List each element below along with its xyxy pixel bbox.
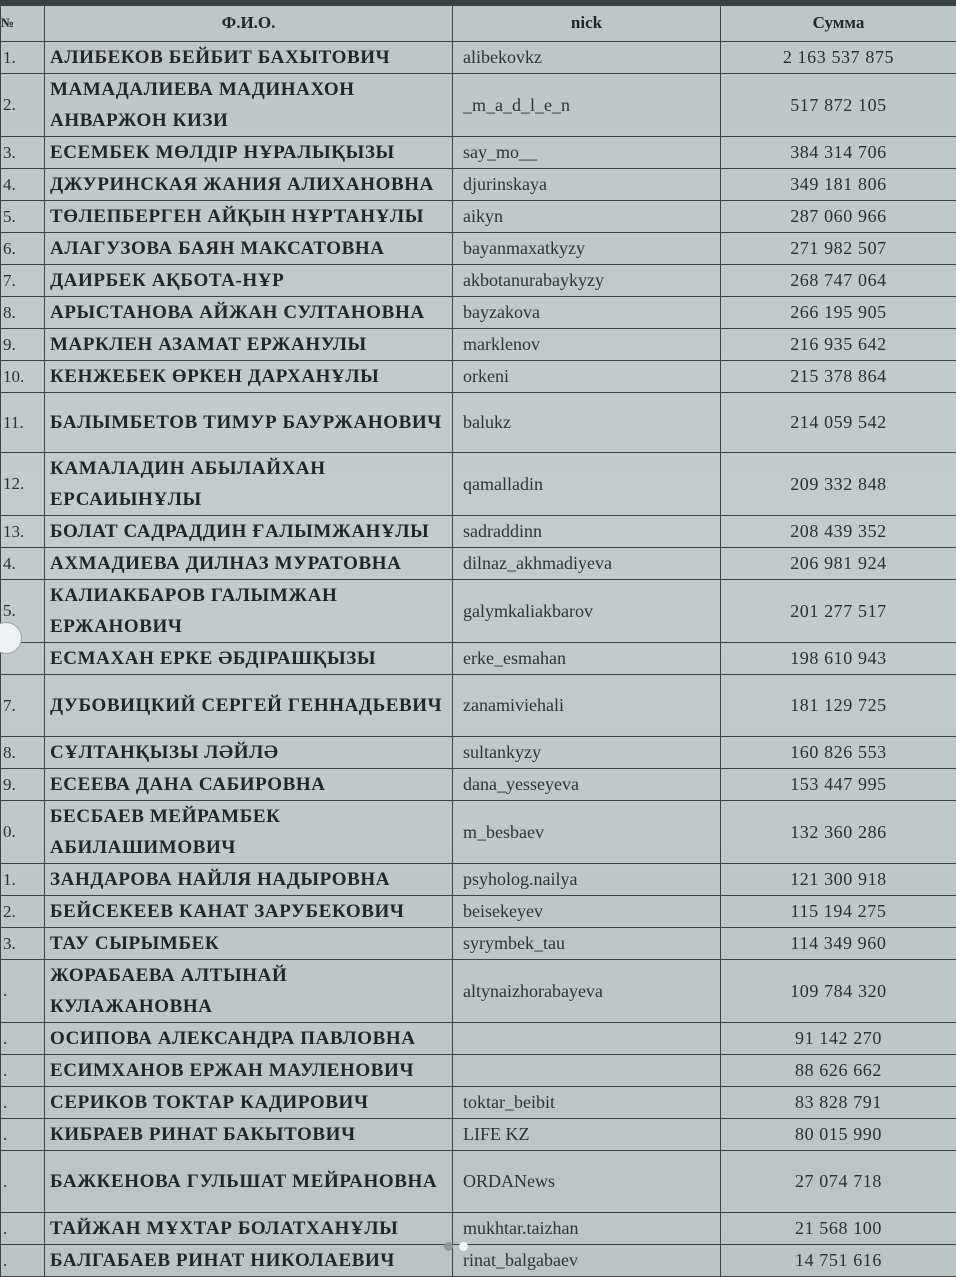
row-full-name: ДЖУРИНСКАЯ ЖАНИЯ АЛИХАНОВНА <box>45 169 453 201</box>
table-row <box>1 1023 956 1055</box>
row-sum: 21 568 100 <box>721 1213 956 1245</box>
row-sum: 181 129 725 <box>721 675 956 737</box>
row-nick: toktar_beibit <box>453 1087 721 1119</box>
row-nick: alibekovkz <box>453 42 721 74</box>
row-number: 13. <box>1 516 45 548</box>
row-nick: LIFE KZ <box>453 1119 721 1151</box>
row-full-name: СҰЛТАНҚЫЗЫ ЛӘЙЛӘ <box>45 737 453 769</box>
row-full-name: БАЛГАБАЕВ РИНАТ НИКОЛАЕВИЧ <box>45 1245 453 1277</box>
row-nick: akbotanurabaykyzy <box>453 265 721 297</box>
row-sum: 215 378 864 <box>721 361 956 393</box>
table-row <box>1 864 956 896</box>
row-sum: 132 360 286 <box>721 801 956 864</box>
table-row <box>1 737 956 769</box>
row-sum: 88 626 662 <box>721 1055 956 1087</box>
table-row <box>1 769 956 801</box>
row-sum: 153 447 995 <box>721 769 956 801</box>
row-nick: sultankyzy <box>453 737 721 769</box>
row-sum: 160 826 553 <box>721 737 956 769</box>
carousel-dot-2[interactable] <box>459 1242 468 1251</box>
row-nick: beisekeyev <box>453 896 721 928</box>
header-full-name: Ф.И.О. <box>45 5 453 42</box>
row-full-name: БАЛЫМБЕТОВ ТИМУР БАУРЖАНОВИЧ <box>45 393 453 453</box>
row-nick: zanamiviehali <box>453 675 721 737</box>
row-full-name: МАМАДАЛИЕВА МАДИНАХОН АНВАРЖОН КИЗИ <box>45 74 453 137</box>
row-nick: psyholog.nailya <box>453 864 721 896</box>
row-number: . <box>1 1151 45 1213</box>
row-number: 9. <box>1 769 45 801</box>
table-row <box>1 1055 956 1087</box>
row-sum: 266 195 905 <box>721 297 956 329</box>
row-nick: altynaizhorabayeva <box>453 960 721 1023</box>
row-sum: 201 277 517 <box>721 580 956 643</box>
row-sum: 206 981 924 <box>721 548 956 580</box>
row-nick: ORDANews <box>453 1151 721 1213</box>
row-sum: 271 982 507 <box>721 233 956 265</box>
row-full-name: КЕНЖЕБЕК ӨРКЕН ДАРХАНҰЛЫ <box>45 361 453 393</box>
row-number: 8. <box>1 297 45 329</box>
row-full-name: АРЫСТАНОВА АЙЖАН СУЛТАНОВНА <box>45 297 453 329</box>
header-number: № <box>1 5 45 42</box>
row-number: . <box>1 1087 45 1119</box>
row-number: 1. <box>1 42 45 74</box>
row-number: 12. <box>1 453 45 516</box>
row-sum: 209 332 848 <box>721 453 956 516</box>
table-row <box>1 643 956 675</box>
row-full-name: КИБРАЕВ РИНАТ БАКЫТОВИЧ <box>45 1119 453 1151</box>
row-full-name: БЕЙСЕКЕЕВ КАНАТ ЗАРУБЕКОВИЧ <box>45 896 453 928</box>
table-row <box>1 1119 956 1151</box>
row-nick: _m_a_d_l_e_n <box>453 74 721 137</box>
row-sum: 14 751 616 <box>721 1245 956 1277</box>
row-full-name: АЛАГУЗОВА БАЯН МАКСАТОВНА <box>45 233 453 265</box>
row-nick: orkeni <box>453 361 721 393</box>
row-number: 3. <box>1 928 45 960</box>
row-number: . <box>1 960 45 1023</box>
row-full-name: ЕСИМХАНОВ ЕРЖАН МАУЛЕНОВИЧ <box>45 1055 453 1087</box>
row-sum: 121 300 918 <box>721 864 956 896</box>
row-nick: dilnaz_akhmadiyeva <box>453 548 721 580</box>
row-number: 2. <box>1 896 45 928</box>
row-number: 6. <box>1 233 45 265</box>
row-nick: bayanmaxatkyzy <box>453 233 721 265</box>
row-full-name: ЖОРАБАЕВА АЛТЫНАЙ КУЛАЖАНОВНА <box>45 960 453 1023</box>
row-number: 1. <box>1 864 45 896</box>
table-row <box>1 675 956 737</box>
row-full-name: ДАИРБЕК АҚБОТА-НҰР <box>45 265 453 297</box>
row-full-name: ТӨЛЕПБЕРГЕН АЙҚЫН НҰРТАНҰЛЫ <box>45 201 453 233</box>
row-full-name: БАЖКЕНОВА ГУЛЬШАТ МЕЙРАНОВНА <box>45 1151 453 1213</box>
table-header-row <box>1 5 956 42</box>
row-nick: galymkaliakbarov <box>453 580 721 643</box>
row-full-name: ДУБОВИЦКИЙ СЕРГЕЙ ГЕННАДЬЕВИЧ <box>45 675 453 737</box>
table-row <box>1 265 956 297</box>
row-sum: 198 610 943 <box>721 643 956 675</box>
table-row <box>1 329 956 361</box>
table-row <box>1 74 956 137</box>
row-number: 4. <box>1 548 45 580</box>
row-nick: balukz <box>453 393 721 453</box>
row-sum: 384 314 706 <box>721 137 956 169</box>
table-row <box>1 516 956 548</box>
ranking-table <box>0 4 956 1277</box>
row-sum: 287 060 966 <box>721 201 956 233</box>
row-nick: rinat_balgabaev <box>453 1245 721 1277</box>
header-sum: Сумма <box>721 5 956 42</box>
row-nick: djurinskaya <box>453 169 721 201</box>
row-full-name: ЕСЕМБЕК МӨЛДІР НҰРАЛЫҚЫЗЫ <box>45 137 453 169</box>
row-sum: 27 074 718 <box>721 1151 956 1213</box>
table-row <box>1 169 956 201</box>
table-row <box>1 361 956 393</box>
row-nick: sadraddinn <box>453 516 721 548</box>
row-full-name: ЗАНДАРОВА НАЙЛЯ НАДЫРОВНА <box>45 864 453 896</box>
row-full-name: КАЛИАКБАРОВ ГАЛЫМЖАН ЕРЖАНОВИЧ <box>45 580 453 643</box>
row-number: . <box>1 1055 45 1087</box>
row-number: 11. <box>1 393 45 453</box>
row-sum: 114 349 960 <box>721 928 956 960</box>
table-row <box>1 297 956 329</box>
row-full-name: ЕСМАХАН ЕРКЕ ӘБДІРАШҚЫЗЫ <box>45 643 453 675</box>
row-nick: qamalladin <box>453 453 721 516</box>
carousel-dot-1[interactable] <box>444 1242 453 1251</box>
row-number: 7. <box>1 675 45 737</box>
row-sum: 349 181 806 <box>721 169 956 201</box>
table-row <box>1 960 956 1023</box>
row-number: 5. <box>1 580 45 643</box>
row-number: . <box>1 1023 45 1055</box>
row-sum: 216 935 642 <box>721 329 956 361</box>
row-sum: 208 439 352 <box>721 516 956 548</box>
table-row <box>1 580 956 643</box>
row-full-name: БЕСБАЕВ МЕЙРАМБЕК АБИЛАШИМОВИЧ <box>45 801 453 864</box>
row-full-name: ОСИПОВА АЛЕКСАНДРА ПАВЛОВНА <box>45 1023 453 1055</box>
row-full-name: ТАЙЖАН МҰХТАР БОЛАТХАНҰЛЫ <box>45 1213 453 1245</box>
row-nick <box>453 1055 721 1087</box>
row-sum: 91 142 270 <box>721 1023 956 1055</box>
row-nick: dana_yesseyeva <box>453 769 721 801</box>
table-row <box>1 548 956 580</box>
row-nick: marklenov <box>453 329 721 361</box>
table-row <box>1 896 956 928</box>
table-row <box>1 928 956 960</box>
row-full-name: МАРКЛЕН АЗАМАТ ЕРЖАНУЛЫ <box>45 329 453 361</box>
row-sum: 517 872 105 <box>721 74 956 137</box>
table-row <box>1 233 956 265</box>
row-number: 3. <box>1 137 45 169</box>
row-nick: syrymbek_tau <box>453 928 721 960</box>
header-nick: nick <box>453 5 721 42</box>
table-row <box>1 393 956 453</box>
row-number: . <box>1 1245 45 1277</box>
table-row <box>1 42 956 74</box>
table-row <box>1 137 956 169</box>
row-number: 2. <box>1 74 45 137</box>
row-number: . <box>1 1213 45 1245</box>
row-full-name: ТАУ СЫРЫМБЕК <box>45 928 453 960</box>
table-row <box>1 1151 956 1213</box>
table-row <box>1 1087 956 1119</box>
row-sum: 83 828 791 <box>721 1087 956 1119</box>
row-number: 10. <box>1 361 45 393</box>
row-full-name: ЕСЕЕВА ДАНА САБИРОВНА <box>45 769 453 801</box>
carousel-indicator <box>444 1239 480 1253</box>
row-full-name: КАМАЛАДИН АБЫЛАЙХАН ЕРСАИЫНҰЛЫ <box>45 453 453 516</box>
table-row <box>1 201 956 233</box>
table-row <box>1 801 956 864</box>
row-full-name: АХМАДИЕВА ДИЛНАЗ МУРАТОВНА <box>45 548 453 580</box>
row-nick: erke_esmahan <box>453 643 721 675</box>
row-sum: 115 194 275 <box>721 896 956 928</box>
row-nick: bayzakova <box>453 297 721 329</box>
row-number: 7. <box>1 265 45 297</box>
row-number: 8. <box>1 737 45 769</box>
row-sum: 268 747 064 <box>721 265 956 297</box>
row-nick: m_besbaev <box>453 801 721 864</box>
row-nick: aikyn <box>453 201 721 233</box>
row-sum: 109 784 320 <box>721 960 956 1023</box>
row-full-name: АЛИБЕКОВ БЕЙБИТ БАХЫТОВИЧ <box>45 42 453 74</box>
row-number: 4. <box>1 169 45 201</box>
table-row <box>1 453 956 516</box>
row-number: 0. <box>1 801 45 864</box>
row-number: 5. <box>1 201 45 233</box>
row-number: 9. <box>1 329 45 361</box>
row-sum: 214 059 542 <box>721 393 956 453</box>
row-sum: 80 015 990 <box>721 1119 956 1151</box>
row-full-name: БОЛАТ САДРАДДИН ҒАЛЫМЖАНҰЛЫ <box>45 516 453 548</box>
row-nick <box>453 1023 721 1055</box>
row-full-name: СЕРИКОВ ТОКТАР КАДИРОВИЧ <box>45 1087 453 1119</box>
row-nick: mukhtar.taizhan <box>453 1213 721 1245</box>
row-number: . <box>1 1119 45 1151</box>
row-nick: say_mo__ <box>453 137 721 169</box>
row-sum: 2 163 537 875 <box>721 42 956 74</box>
